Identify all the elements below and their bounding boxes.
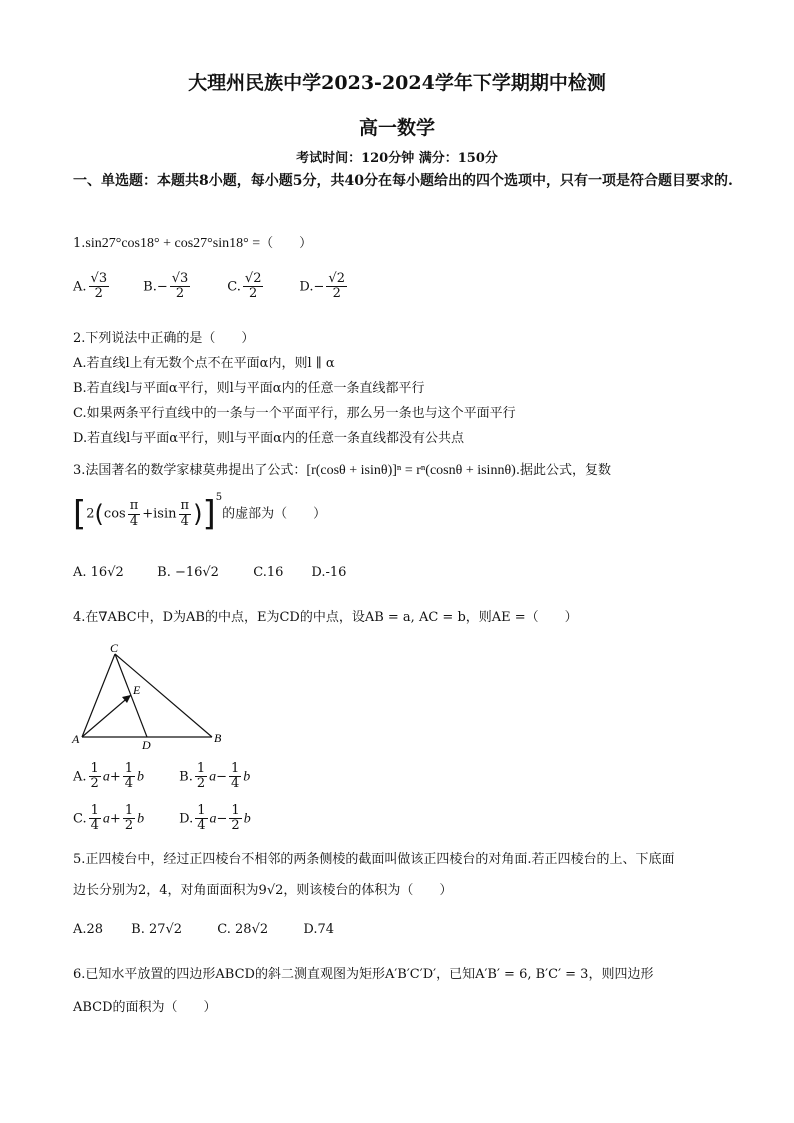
q1-option-d: D.− $\frac{√2}{2}$ bbox=[299, 271, 345, 302]
label-d: D bbox=[142, 738, 151, 752]
question-2-stem: 2.下列说法中正确的是（ ） bbox=[73, 331, 255, 346]
q5-option-d: D.74 bbox=[303, 922, 335, 937]
question-4-stem: 4.在∇ABC中，D为AB的中点，E为CD的中点，设AB = a, AC = b，则AE =（ ） bbox=[73, 610, 578, 625]
section-heading: 一、单选题：本题共8小题，每小题5分，共40分在每小题给出的四个选项中，只有一项是符合题目要求的. bbox=[73, 173, 733, 189]
label-a: A bbox=[72, 732, 80, 746]
q4-option-d: D. $\frac{1}{4}$ a− $\frac{1}{2}$ b bbox=[179, 803, 251, 834]
q3-option-a: A. 16√2 bbox=[73, 565, 124, 580]
q4-option-b: B. $\frac{1}{2}$ a− $\frac{1}{4}$ b bbox=[179, 761, 251, 792]
q2-option-c: C.如果两条平行直线中的一条与一个平面平行，那么另一条也与这个平面平行 bbox=[73, 406, 516, 421]
de-moivre-formula: [r(cosθ + isinθ)]ⁿ = rⁿ(cosnθ + isinnθ) bbox=[306, 463, 516, 478]
question-1-paren: （ ） bbox=[260, 236, 313, 251]
q3-option-b: B. −16√2 bbox=[157, 565, 219, 580]
question-6-line-1: 6.已知水平放置的四边形ABCD的斜二测直观图为矩形A′B′C′D′，已知A′B′ = 6, B′C′ = 3，则四边形 bbox=[73, 967, 654, 982]
q5-option-c: C. 28√2 bbox=[217, 922, 269, 937]
label-e: E bbox=[133, 683, 141, 697]
exam-title: 大理州民族中学2023-2024学年下学期期中检测 bbox=[188, 72, 606, 94]
label-c: C bbox=[110, 642, 119, 655]
q2-option-d: D.若直线l与平面α平行，则l与平面α内的任意一条直线都没有公共点 bbox=[73, 431, 464, 446]
q2-option-a: A.若直线l上有无数个点不在平面α内，则l ∥ α bbox=[73, 356, 335, 371]
label-b: B bbox=[214, 731, 222, 745]
q4-options-row2 bbox=[73, 804, 279, 834]
question-1-number: 1. bbox=[73, 236, 86, 251]
exam-info: 考试时间：120分钟 满分：150分 bbox=[296, 151, 498, 166]
q4-option-a: A. $\frac{1}{2}$ a+ $\frac{1}{4}$ b bbox=[73, 761, 144, 792]
question-5-options bbox=[73, 922, 343, 937]
q1-option-b: B.− $\frac{√3}{2}$ bbox=[143, 271, 189, 302]
q4-options-row1 bbox=[73, 762, 279, 792]
q1-option-a: A. $\frac{√3}{2}$ bbox=[73, 271, 108, 302]
question-3-stem: 3.法国著名的数学家棣莫弗提出了公式：[r(cosθ + isinθ)]ⁿ = rⁿ(cosnθ + isinnθ).据此公式，复数 bbox=[73, 463, 611, 478]
q4-option-c: C. $\frac{1}{4}$ a+ $\frac{1}{2}$ b bbox=[73, 803, 145, 834]
q3-option-c: C.16 bbox=[253, 565, 284, 580]
q2-option-b: B.若直线l与平面α平行，则l与平面α内的任意一条直线都平行 bbox=[73, 381, 425, 396]
q5-option-b: B. 27√2 bbox=[131, 922, 183, 937]
question-1-expression: sin27°cos18° + cos27°sin18° = bbox=[85, 236, 261, 251]
q1-option-c: C. $\frac{√2}{2}$ bbox=[227, 271, 262, 302]
question-5-line-2: 边长分别为2，4，对角面面积为9√2，则该棱台的体积为（ ） bbox=[73, 883, 453, 898]
question-3-expression: [2(cos $\frac{\pi}{4}$ +isin $\frac{\pi}{4}$ )]$^5$的虚部为（ ） bbox=[73, 492, 327, 534]
question-3-options bbox=[73, 565, 361, 580]
q5-option-a: A.28 bbox=[73, 922, 104, 937]
question-1-options bbox=[73, 272, 379, 302]
question-5-line-1: 5.正四棱台中，经过正四棱台不相邻的两条侧棱的截面叫做该正四棱台的对角面.若正四棱台的上、下底面 bbox=[73, 852, 675, 867]
vector-ae bbox=[82, 695, 131, 737]
q3-option-d: D.-16 bbox=[311, 565, 347, 580]
question-6-line-2: ABCD的面积为（ ） bbox=[73, 1000, 217, 1015]
triangle-figure bbox=[70, 642, 230, 752]
exam-subject: 高一数学 bbox=[358, 117, 435, 139]
question-1-stem bbox=[73, 232, 312, 252]
edge-ca bbox=[82, 654, 115, 737]
